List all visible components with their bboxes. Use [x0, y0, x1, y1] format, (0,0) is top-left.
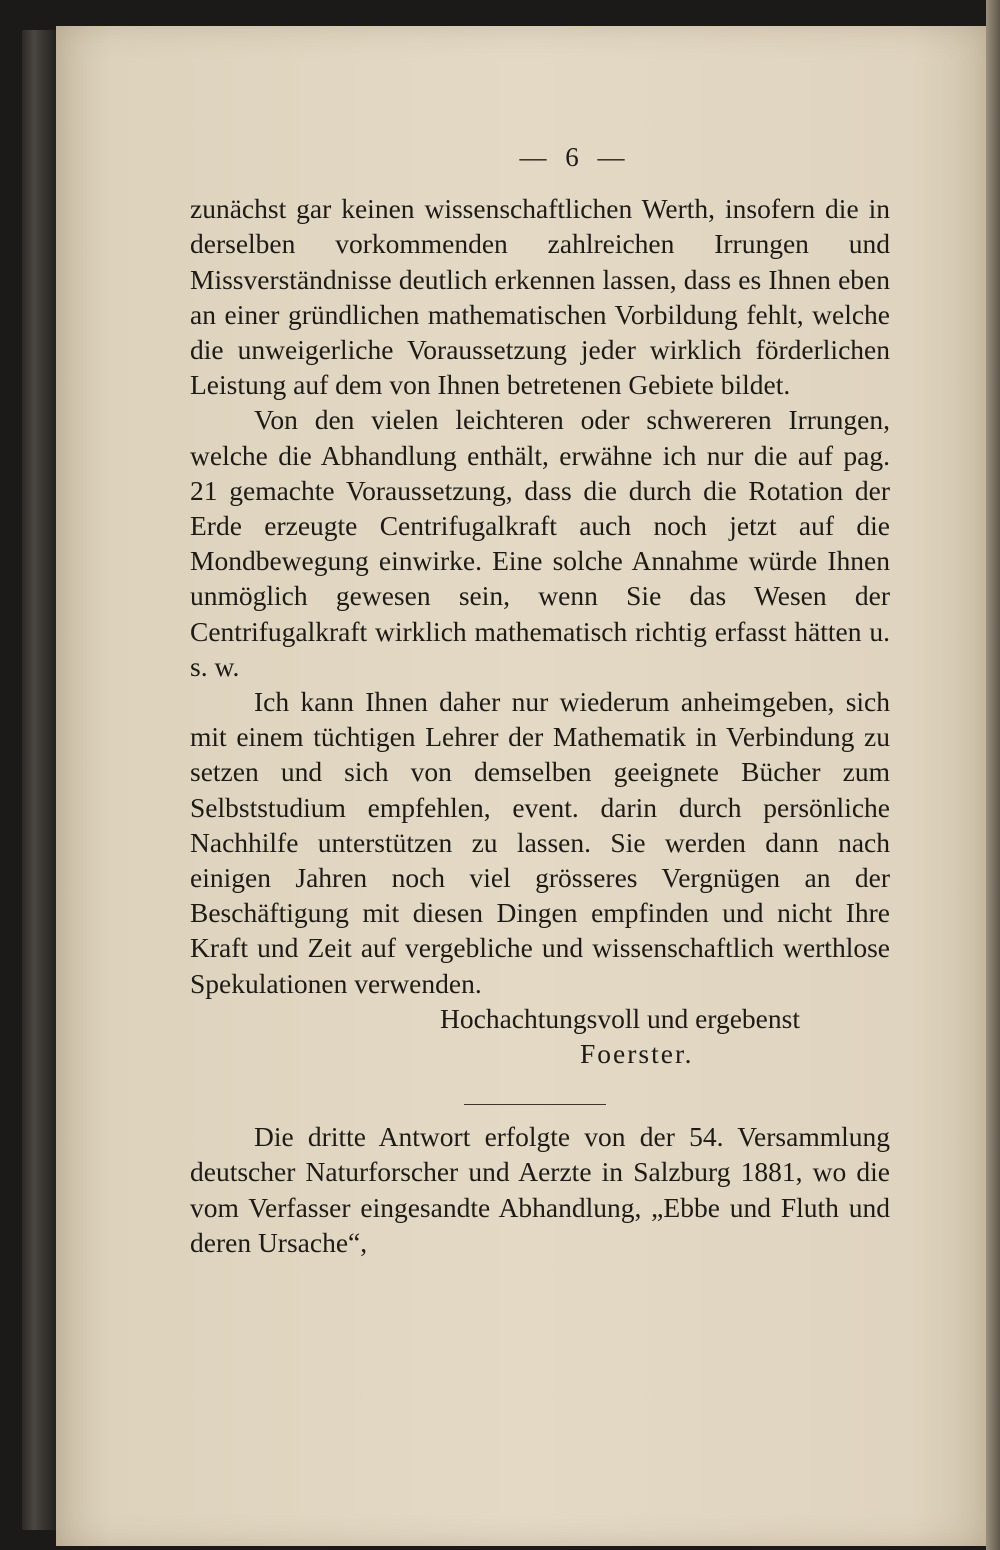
section-divider-rule: [464, 1104, 606, 1105]
paragraph-4: Die dritte Antwort erfolgte von der 54. Versammlung deutscher Naturforscher und Aerzte in Salzburg 1881, wo die vom Verfasser eingesandte Abhandlung, „Ebbe und Fluth und deren Ursache“,: [190, 1121, 890, 1258]
page-right-edge: [986, 0, 1000, 1550]
paragraph-1: zunächst gar keinen wissenschaftlichen Werth, insofern die in derselben vorkommenden zahlreichen Irrungen und Missverständnisse deutlich erkennen lassen, dass es Ihnen eben an einer gründlichen mathematischen Vorbildung fehlt, welche die unweigerliche Voraussetzung jeder wirklich förderlichen Leistung auf dem von Ihnen betretenen Gebiete bildet.: [190, 193, 890, 401]
paragraph-2: Von den vielen leichteren oder schwereren Irrungen, welche die Abhandlung enthält, erwähne ich nur die auf pag. 21 gemachte Voraussetzung, dass die durch die Rotation der Erde erzeugte Centrifugalkraft auch noch jetzt auf die Mondbewegung einwirke. Eine solche Annahme würde Ihnen unmöglich gewesen sein, wenn Sie das Wesen der Centrifugalkraft wirklich mathematisch richtig erfasst hätten u. s. w.: [190, 404, 890, 682]
page-number: — 6 —: [519, 142, 631, 172]
letter-closing: Hochachtungsvoll und ergebenst: [440, 1002, 800, 1034]
page-text-block: [190, 140, 890, 1260]
letter-signature: Foerster.: [580, 1038, 694, 1070]
paragraph-3: Ich kann Ihnen daher nur wiederum anheimgeben, sich mit einem tüchtigen Lehrer der Mathematik in Verbindung zu setzen und sich von demselben geeignete Bücher zum Selbststudium empfehlen, event. darin durch persönliche Nachhilfe unterstützen zu lassen. Sie werden dann nach einigen Jahren noch viel grösseres Vergnügen an der Beschäftigung mit diesen Dingen empfinden und nicht Ihre Kraft und Zeit auf vergebliche und wissenschaftlich werthlose Spekulationen verwenden.: [190, 686, 890, 999]
book-binding-edge: [22, 30, 56, 1530]
